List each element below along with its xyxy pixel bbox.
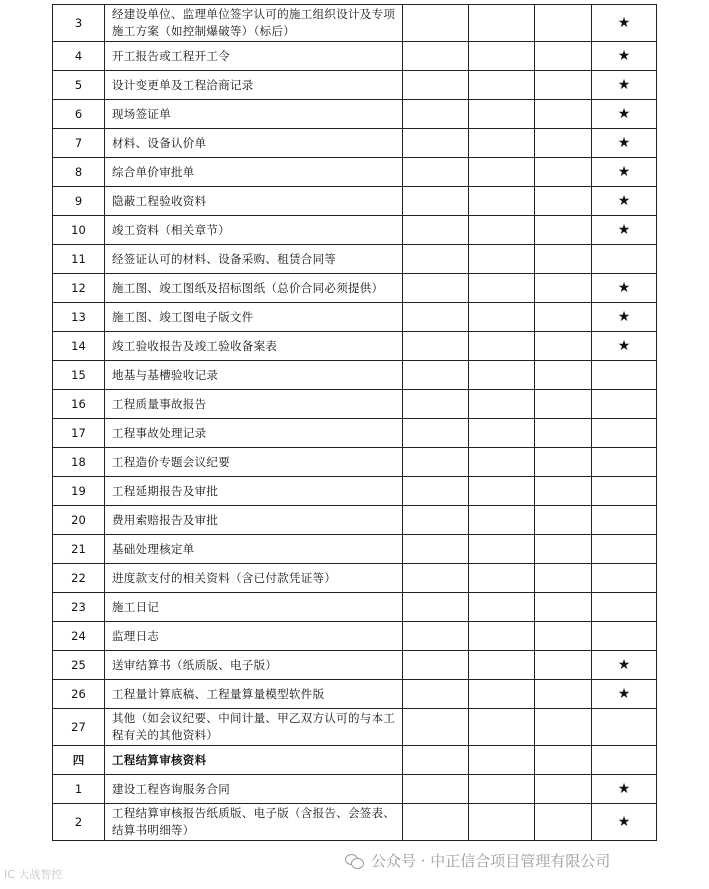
row-item-text: 工程事故处理记录 [105,419,403,448]
required-star [592,564,657,593]
empty-cell [535,477,592,506]
table-row [53,593,657,622]
table-row [53,71,657,100]
empty-cell [469,651,535,680]
empty-cell [535,390,592,419]
row-item-text: 费用索赔报告及审批 [105,506,403,535]
empty-cell [403,245,469,274]
empty-cell [469,100,535,129]
empty-cell [403,303,469,332]
empty-cell [469,746,535,775]
row-number: 2 [53,804,105,841]
required-star: ★ [592,332,657,361]
section-row [53,746,657,775]
row-item-text: 工程量计算底稿、工程量算量模型软件版 [105,680,403,709]
empty-cell [535,775,592,804]
row-item-text: 施工图、竣工图电子版文件 [105,303,403,332]
empty-cell [469,804,535,841]
row-item-text: 进度款支付的相关资料（含已付款凭证等） [105,564,403,593]
required-star: ★ [592,775,657,804]
row-item-text: 材料、设备认价单 [105,129,403,158]
empty-cell [403,775,469,804]
table-row [53,680,657,709]
empty-cell [535,448,592,477]
empty-cell [535,419,592,448]
empty-cell [469,303,535,332]
empty-cell [535,187,592,216]
empty-cell [535,129,592,158]
required-star: ★ [592,71,657,100]
empty-cell [469,535,535,564]
empty-cell [535,71,592,100]
row-number: 5 [53,71,105,100]
required-star: ★ [592,129,657,158]
empty-cell [469,361,535,390]
empty-cell [403,419,469,448]
empty-cell [535,361,592,390]
table-row [53,245,657,274]
empty-cell [469,622,535,651]
empty-cell [535,564,592,593]
row-number: 4 [53,42,105,71]
row-number: 26 [53,680,105,709]
row-item-text: 开工报告或工程开工令 [105,42,403,71]
empty-cell [469,709,535,746]
row-number: 22 [53,564,105,593]
table-row [53,804,657,841]
empty-cell [403,332,469,361]
empty-cell [403,274,469,303]
required-star: ★ [592,274,657,303]
empty-cell [535,680,592,709]
required-star [592,593,657,622]
watermark-left: IC 大战智控 [4,868,63,881]
row-number: 25 [53,651,105,680]
empty-cell [469,71,535,100]
empty-cell [469,680,535,709]
required-star [592,622,657,651]
row-number: 四 [53,746,105,775]
required-star [592,361,657,390]
empty-cell [469,42,535,71]
empty-cell [403,361,469,390]
table-row [53,775,657,804]
row-number: 23 [53,593,105,622]
table-row [53,564,657,593]
empty-cell [535,5,592,42]
required-star [592,245,657,274]
required-star: ★ [592,680,657,709]
empty-cell [535,158,592,187]
row-item-text: 设计变更单及工程洽商记录 [105,71,403,100]
row-number: 3 [53,5,105,42]
empty-cell [403,5,469,42]
empty-cell [535,622,592,651]
empty-cell [535,593,592,622]
row-number: 8 [53,158,105,187]
row-number: 17 [53,419,105,448]
table-row [53,129,657,158]
empty-cell [535,303,592,332]
table-row [53,158,657,187]
empty-cell [535,651,592,680]
row-item-text: 竣工资料（相关章节） [105,216,403,245]
empty-cell [403,129,469,158]
empty-cell [535,746,592,775]
empty-cell [469,775,535,804]
row-item-text: 送审结算书（纸质版、电子版） [105,651,403,680]
row-item-text: 经建设单位、监理单位签字认可的施工组织设计及专项施工方案（如控制爆破等）（标后） [105,5,403,42]
required-star [592,448,657,477]
row-item-text: 基础处理核定单 [105,535,403,564]
empty-cell [403,622,469,651]
required-star: ★ [592,42,657,71]
required-star: ★ [592,187,657,216]
row-number: 18 [53,448,105,477]
empty-cell [469,216,535,245]
empty-cell [469,564,535,593]
empty-cell [535,274,592,303]
empty-cell [535,42,592,71]
required-star [592,419,657,448]
empty-cell [403,506,469,535]
table-row [53,361,657,390]
required-star [592,709,657,746]
empty-cell [535,804,592,841]
empty-cell [403,390,469,419]
row-item-text: 监理日志 [105,622,403,651]
required-star: ★ [592,100,657,129]
table-row [53,332,657,361]
required-star [592,477,657,506]
row-item-text: 经签证认可的材料、设备采购、租赁合同等 [105,245,403,274]
empty-cell [469,5,535,42]
empty-cell [469,419,535,448]
empty-cell [535,332,592,361]
table-row [53,419,657,448]
required-star [592,506,657,535]
empty-cell [403,535,469,564]
empty-cell [469,448,535,477]
row-item-text: 建设工程咨询服务合同 [105,775,403,804]
row-number: 21 [53,535,105,564]
empty-cell [469,245,535,274]
required-star: ★ [592,5,657,42]
table-row [53,187,657,216]
empty-cell [403,680,469,709]
empty-cell [403,564,469,593]
row-item-text: 施工图、竣工图纸及招标图纸（总价合同必须提供） [105,274,403,303]
table-row [53,622,657,651]
row-number: 9 [53,187,105,216]
watermark-wechat [345,850,610,871]
empty-cell [535,506,592,535]
required-star: ★ [592,804,657,841]
row-item-text: 隐蔽工程验收资料 [105,187,403,216]
required-star: ★ [592,303,657,332]
row-number: 19 [53,477,105,506]
empty-cell [469,593,535,622]
empty-cell [403,71,469,100]
table-row [53,651,657,680]
row-item-text: 工程结算审核资料 [105,746,403,775]
table-row [53,216,657,245]
empty-cell [469,158,535,187]
empty-cell [469,274,535,303]
required-star [592,746,657,775]
empty-cell [403,448,469,477]
empty-cell [403,42,469,71]
row-item-text: 工程延期报告及审批 [105,477,403,506]
row-item-text: 综合单价审批单 [105,158,403,187]
table-row [53,448,657,477]
table-row [53,390,657,419]
empty-cell [535,709,592,746]
row-number: 14 [53,332,105,361]
empty-cell [403,477,469,506]
empty-cell [403,216,469,245]
empty-cell [469,332,535,361]
row-number: 24 [53,622,105,651]
row-number: 7 [53,129,105,158]
empty-cell [469,477,535,506]
empty-cell [403,709,469,746]
empty-cell [403,158,469,187]
empty-cell [535,100,592,129]
row-item-text: 工程造价专题会议纪要 [105,448,403,477]
table-row [53,100,657,129]
empty-cell [469,187,535,216]
empty-cell [403,187,469,216]
row-number: 6 [53,100,105,129]
row-number: 1 [53,775,105,804]
empty-cell [535,535,592,564]
required-star [592,535,657,564]
table-row [53,535,657,564]
row-item-text: 工程结算审核报告纸质版、电子版（含报告、会签表、结算书明细等） [105,804,403,841]
row-item-text: 工程质量事故报告 [105,390,403,419]
required-star: ★ [592,216,657,245]
table-row [53,709,657,746]
row-number: 12 [53,274,105,303]
row-number: 27 [53,709,105,746]
table-row [53,506,657,535]
required-star [592,390,657,419]
required-star: ★ [592,158,657,187]
table-row [53,477,657,506]
empty-cell [403,746,469,775]
table-row [53,303,657,332]
row-item-text: 其他（如会议纪要、中间计量、甲乙双方认可的与本工程有关的其他资料） [105,709,403,746]
row-number: 11 [53,245,105,274]
empty-cell [469,129,535,158]
row-item-text: 竣工验收报告及竣工验收备案表 [105,332,403,361]
empty-cell [535,216,592,245]
row-number: 15 [53,361,105,390]
row-number: 13 [53,303,105,332]
table-row [53,274,657,303]
row-number: 20 [53,506,105,535]
empty-cell [535,245,592,274]
table-row [53,42,657,71]
watermark-right-text: 公众号 · 中正信合项目管理有限公司 [371,852,611,870]
table-row [53,5,657,42]
empty-cell [403,651,469,680]
row-item-text: 施工日记 [105,593,403,622]
row-item-text: 地基与基槽验收记录 [105,361,403,390]
requirements-table [52,4,657,841]
wechat-icon [345,853,365,869]
required-star: ★ [592,651,657,680]
empty-cell [469,390,535,419]
row-item-text: 现场签证单 [105,100,403,129]
empty-cell [403,593,469,622]
empty-cell [403,100,469,129]
empty-cell [469,506,535,535]
empty-cell [403,804,469,841]
row-number: 10 [53,216,105,245]
row-number: 16 [53,390,105,419]
